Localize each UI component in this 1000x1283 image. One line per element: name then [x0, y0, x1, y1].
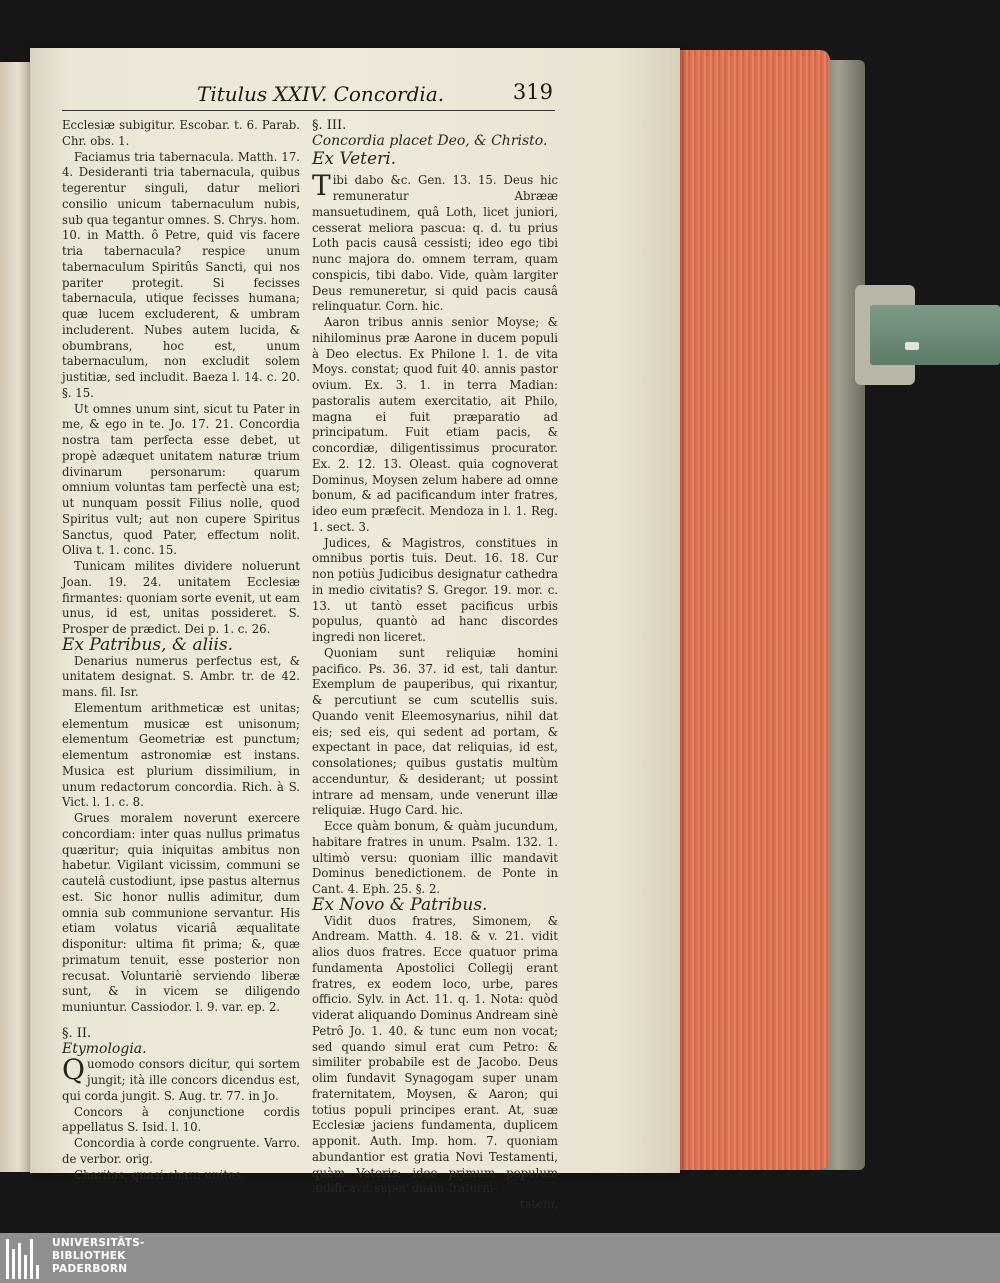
- paragraph: Tibi dabo &c. Gen. 13. 15. Deus hic remuneratur Abrææ mansuetudinem, quâ Loth, licet juniori, cesserat meliora pascua: q. d. tu prius Loth pacis causâ cessisti; ideo ego tibi nunc majora do. omnem terram, quam conspicis, tibi dabo. Vide, quàm largiter Deus remuneretur, si quid pacis causâ relinquatur. Corn. hic.: [312, 169, 558, 314]
- paragraph: Denarius numerus perfectus est, & unitatem designat. S. Ambr. tr. de 42. mans. fil. Isr.: [62, 653, 300, 699]
- facing-page-edge: [0, 62, 30, 1172]
- section-title: Concordia placet Deo, & Christo.: [312, 132, 548, 149]
- paragraph: Judices, & Magistros, constitues in omnibus portis tuis. Deut. 16. 18. Cur non potiùs Judicibus designatur cathedra in medio civitatis? S. Gregor. 19. mor. c. 13. ut tantò esset pacificus urbis populus, quantò ad hanc discordes ingredi non liceret.: [312, 535, 558, 644]
- heading-novo: Ex Novo & Patribus.: [312, 894, 488, 915]
- edge-lettering: [690, 440, 840, 740]
- paragraph: Ecclesiæ subigitur. Escobar. t. 6. Parab. Chr. obs. 1.: [62, 118, 300, 148]
- paragraph: Grues moralem noverunt exercere concordiam: inter quas nullus primatus quæritur; quia iniquitas ambitus non habetur. Vigilant vicissim, communi se cautelâ custodiunt, ipse pastus alternus est. Sic honor nullis adimitur, dum omnia sub communione servantur. His etiam volatus vicariâ æqualitate disponitur: ultima fit prima; &, quæ primatum tenuit, esse posterior non recusat. Voluntariè serviendo liberæ sunt, & in vicem se diligendo muniuntur. Cassiodor. l. 9. var. ep. 2.: [62, 811, 300, 1014]
- page-number: 319: [512, 80, 553, 104]
- paragraph: Vidit duos fratres, Simonem, & Andream. Matth. 4. 18. & v. 21. vidit alios duos fratres. Ecce quatuor prima fundamenta Apostolici Collegij erant fratres, ex eodem loco, urbe, pares officio. Sylv. in Act. 11. q. 1. Nota: quòd viderat aliquando Dominus Andream sinè Petrô Jo. 1. 40. & tunc eum non vocat; sed quando simul erat cum Petro: & similiter probabile est de Jacobo. Deus olim fundavit Synagogam super unam fraternitatem, Moysen, & Aaron; qui totius populi principes erant. At, suæ Ecclesiæ jaciens fundamenta, duplicem apponit. Auth. Imp. hom. 7. quoniam abundantior est gratia Novi Testamenti, quàm Veteris; ideo primum populum ædificavit super unam fraterni-: [312, 913, 558, 1196]
- paragraph: Elementum arithmeticæ est unitas; elementum musicæ est unisonum; elementum Geometriæ est punctum; elementum astronomiæ est instans. Musica est plurium dissimilium, in unum redactorum concordia. Rich. à S. Vict. l. 1. c. 8.: [62, 700, 300, 810]
- heading-veteri: Ex Veteri.: [312, 148, 397, 169]
- paragraph: Faciamus tria tabernacula. Matth. 17. 4. Desideranti tria tabernacula, quibus tegerentur singuli, datur meliori consilio unicum tabernaculum nubis, sub qua tegantur omnes. S. Chrys. hom. 10. in Matth. ô Petre, quid vis facere tria tabernacula? respice unum tabernaculum Spiritûs Sancti, qui nos pariter protegit. Si fecisses tabernacula, utique fecisses humana; quæ lucem excluderent, & umbram includerent. Nubes autem lucida, & obumbrans, hoc est, unum tabernaculum, non excludit solem justitiæ, sed includit. Baeza l. 14. c. 20. §. 15.: [62, 149, 300, 400]
- section-number: §. II.: [62, 1025, 92, 1041]
- footer-bar: [0, 1233, 1000, 1283]
- clasp-highlight: [905, 342, 919, 350]
- catchword: tatem,: [519, 1197, 558, 1211]
- library-name-line: PADERBORN: [52, 1263, 128, 1275]
- heading-patribus: Ex Patribus, & aliis.: [62, 634, 234, 655]
- running-header: [62, 80, 555, 111]
- library-name: [52, 1237, 145, 1276]
- paragraph: Quomodo consors dicitur, qui sortem jungit; ità ille concors dicendus est, qui corda jungit. S. Aug. tr. 77. in Jo.: [62, 1053, 300, 1103]
- paragraph: Charitas, quasi chara unitas.: [74, 1167, 245, 1182]
- library-logo-icon: [6, 1239, 46, 1279]
- paragraph: Quoniam sunt reliquiæ homini pacifico. Ps. 36. 37. id est, tali dantur. Exemplum de pauperibus, qui rixantur, & percutiunt se cum scutellis suis. Quando venit Eleemosynarius, nihil dat eis; sed eis, qui sedent ad portam, & expectant in pace, dat reliquias, id est, consolationes; quibus gustatis multùm accenduntur, & desiderant; ut possint intrare ad mensam, unde venerunt illæ reliquiæ. Hugo Card. hic.: [312, 645, 558, 818]
- section-number: §. III.: [312, 118, 347, 133]
- paragraph: Concors à conjunctione cordis appellatus S. Isid. l. 10.: [62, 1104, 300, 1135]
- left-column: [62, 118, 300, 1183]
- paragraph: Ut omnes unum sint, sicut tu Pater in me, & ego in te. Jo. 17. 21. Concordia nostra tam perfecta esse debet, ut propè adæquet unitatem naturæ trium divinarum personarum: quarum omnium voluntas tam perfectè una est; ut nunquam possit Filius nolle, quod Spiritus vult; aut non cupere Spiritus Sanctus, quod Pater, effectum nolit. Oliva t. 1. conc. 15.: [62, 401, 300, 558]
- section-title: Etymologia.: [62, 1040, 147, 1057]
- library-name-line: UNIVERSITÄTS-: [52, 1237, 145, 1249]
- right-column: [312, 118, 558, 1213]
- paragraph: Aaron tribus annis senior Moyse; & nihilominus præ Aarone in ducem populi à Deo electus. Ex Philone l. 1. de vita Moys. constat; quod fuit 40. annis pastor ovium. Ex. 3. 1. in terra Madian: pastoralis autem exercitatio, ait Philo, magna ei fuit præparatio ad principatum. Fuit etiam pacis, & concordiæ, diligentissimus procurator. Ex. 2. 12. 13. Oleast. quia cognoverat Dominus, Moysen zelum habere ad omne bonum, & ad pacificandum inter fratres, ideo eum præfecit. Mendoza in l. 1. Reg. 1. sect. 3.: [312, 315, 558, 534]
- library-name-line: BIBLIOTHEK: [52, 1250, 126, 1262]
- paragraph: Tunicam milites dividere noluerunt Joan. 19. 24. unitatem Ecclesiæ firmantes: quoniam sorte evenit, ut eam unus, id est, unitas possideret. S. Prosper de prædict. Dei p. 1. c. 26.: [62, 559, 300, 636]
- paragraph: Concordia à corde congruente. Varro. de verbor. orig.: [62, 1136, 300, 1166]
- book-clasp: [870, 305, 1000, 365]
- running-title: Titulus XXIV. Concordia.: [197, 82, 445, 106]
- paragraph: Ecce quàm bonum, & quàm jucundum, habitare fratres in unum. Psalm. 132. 1. ultimò versu: quoniam illic mandavit Dominus benedictionem. de Ponte in Cant. 4. Eph. 25. §. 2.: [312, 819, 558, 896]
